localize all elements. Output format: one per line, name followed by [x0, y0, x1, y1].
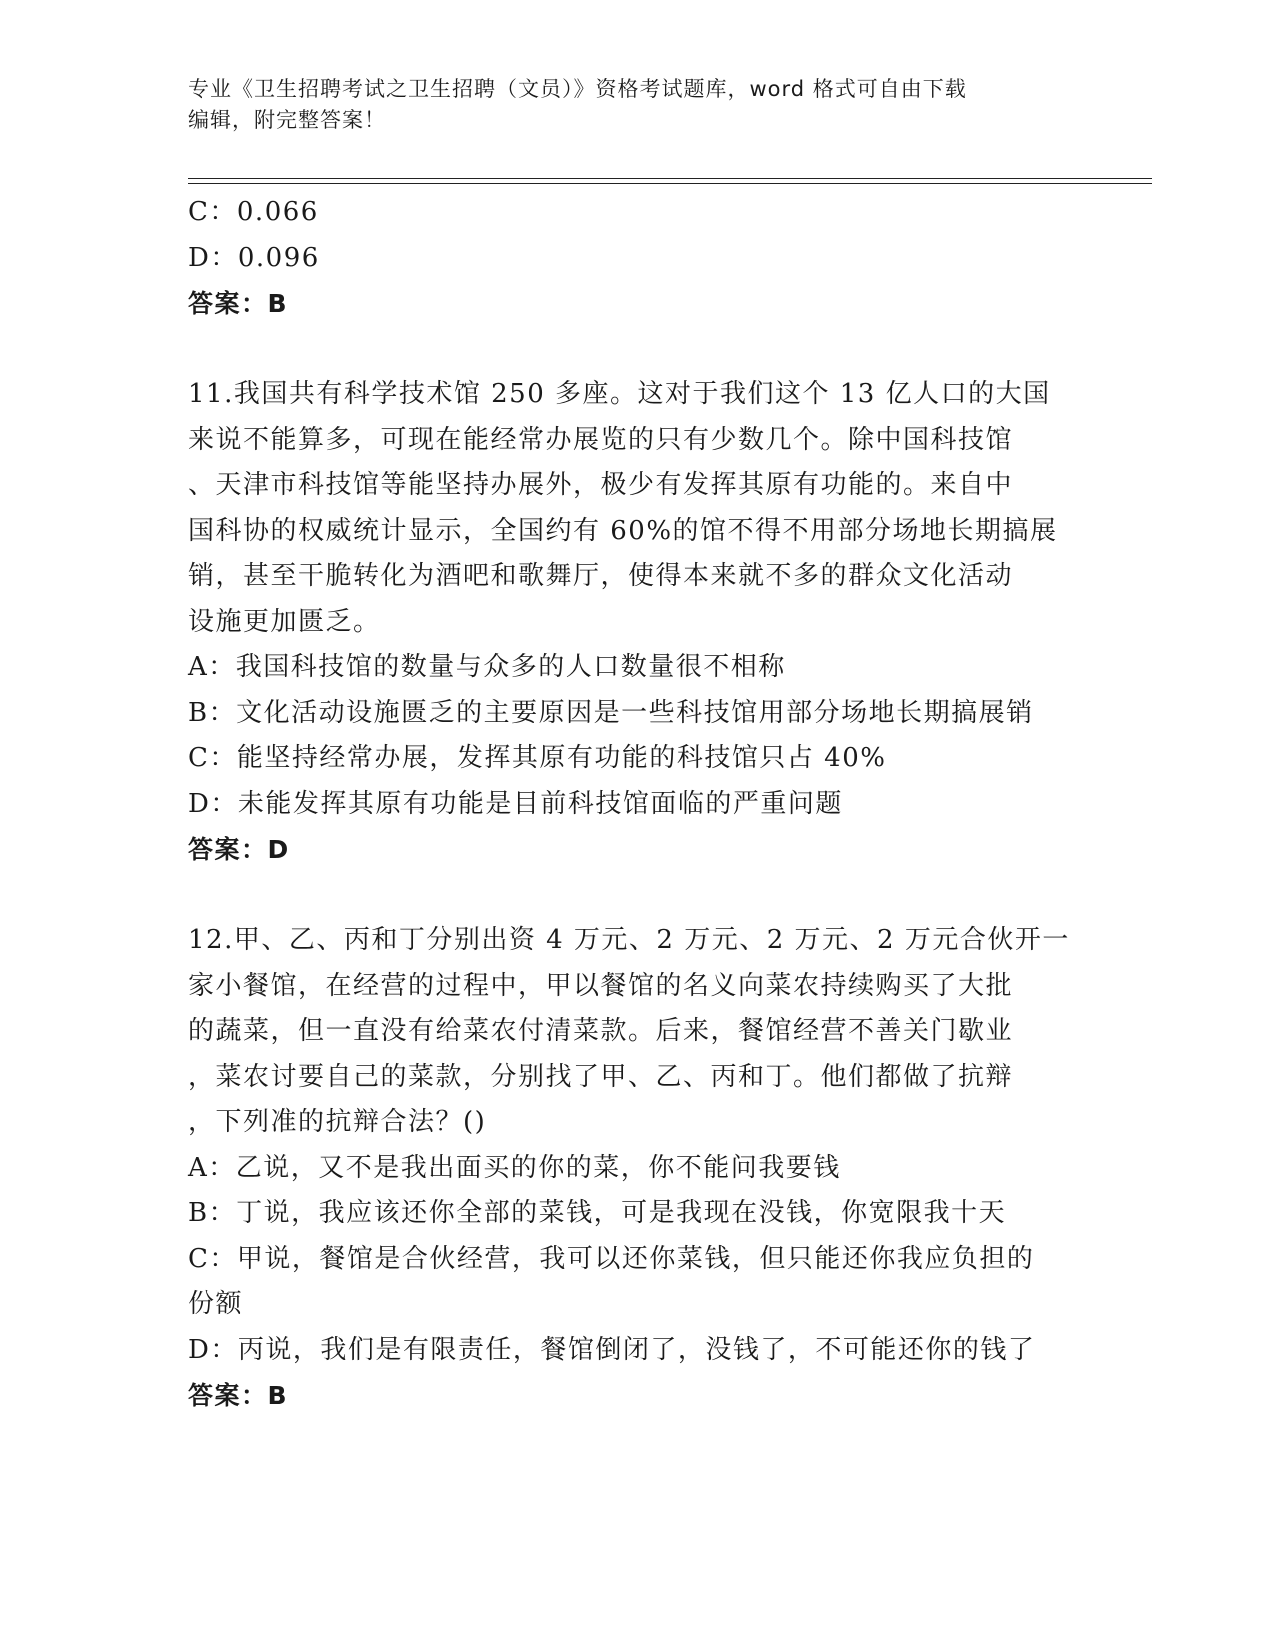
question-stem-line: 销，甚至干脆转化为酒吧和歌舞厅，使得本来就不多的群众文化活动	[188, 561, 1014, 591]
question-stem-line: 家小餐馆，在经营的过程中，甲以餐馆的名义向菜农持续购买了大批	[188, 970, 1014, 1001]
spacer	[188, 873, 1088, 919]
question-10-tail	[188, 190, 1088, 327]
option-d: D：未能发挥其原有功能是目前科技馆面临的严重问题	[188, 788, 843, 819]
option-c: C：能坚持经常办展，发挥其原有功能的科技馆只占 40%	[188, 743, 887, 773]
document-body	[188, 190, 1088, 1419]
question-stem-line: ，下列准的抗辩合法？()	[188, 1107, 487, 1137]
question-stem-line: 的蔬菜，但一直没有给菜农付清菜款。后来，餐馆经营不善关门歇业	[188, 1016, 1014, 1046]
answer: 答案：D	[188, 835, 290, 864]
option-b: B：丁说，我应该还你全部的菜钱，可是我现在没钱，你宽限我十天	[188, 1198, 1007, 1228]
question-11	[188, 372, 1088, 873]
option-a: A：乙说，又不是我出面买的你的菜，你不能问我要钱	[188, 1152, 841, 1183]
question-stem-line: 国科协的权威统计显示，全国约有 60%的馆不得不用部分场地长期搞展	[188, 515, 1058, 546]
header-divider-bottom	[188, 183, 1152, 184]
question-stem-line: 设施更加匮乏。	[188, 606, 381, 637]
option-c: C：甲说，餐馆是合伙经营，我可以还你菜钱，但只能还你我应负担的	[188, 1243, 1035, 1274]
option-a: A：我国科技馆的数量与众多的人口数量很不相称	[188, 652, 786, 682]
option-b: B：文化活动设施匮乏的主要原因是一些科技馆用部分场地长期搞展销	[188, 697, 1034, 728]
option-c: C：0.066	[188, 197, 319, 227]
spacer	[188, 327, 1088, 373]
answer: 答案：B	[188, 289, 289, 318]
answer: 答案：B	[188, 1381, 289, 1410]
header-divider-top	[188, 178, 1152, 179]
question-stem-line: 12.甲、乙、丙和丁分别出资 4 万元、2 万元、2 万元、2 万元合伙开一	[188, 925, 1070, 955]
header-line-1: 专业《卫生招聘考试之卫生招聘（文员）》资格考试题库，word 格式可自由下载	[188, 77, 967, 101]
question-stem-line: ，菜农讨要自己的菜款，分别找了甲、乙、丙和丁。他们都做了抗辩	[188, 1061, 1014, 1092]
page-header	[188, 74, 1088, 136]
option-c-continuation: 份额	[188, 1289, 244, 1319]
option-d: D：丙说，我们是有限责任，餐馆倒闭了，没钱了，不可能还你的钱了	[188, 1334, 1036, 1365]
question-stem-line: 、天津市科技馆等能坚持办展外，极少有发挥其原有功能的。来自中	[188, 470, 1014, 500]
header-line-2: 编辑，附完整答案！	[188, 108, 386, 132]
question-stem-line: 来说不能算多，可现在能经常办展览的只有少数几个。除中国科技馆	[188, 424, 1014, 455]
option-d: D：0.096	[188, 242, 320, 273]
question-12	[188, 918, 1088, 1419]
question-stem-line: 11.我国共有科学技术馆 250 多座。这对于我们这个 13 亿人口的大国	[188, 379, 1051, 409]
